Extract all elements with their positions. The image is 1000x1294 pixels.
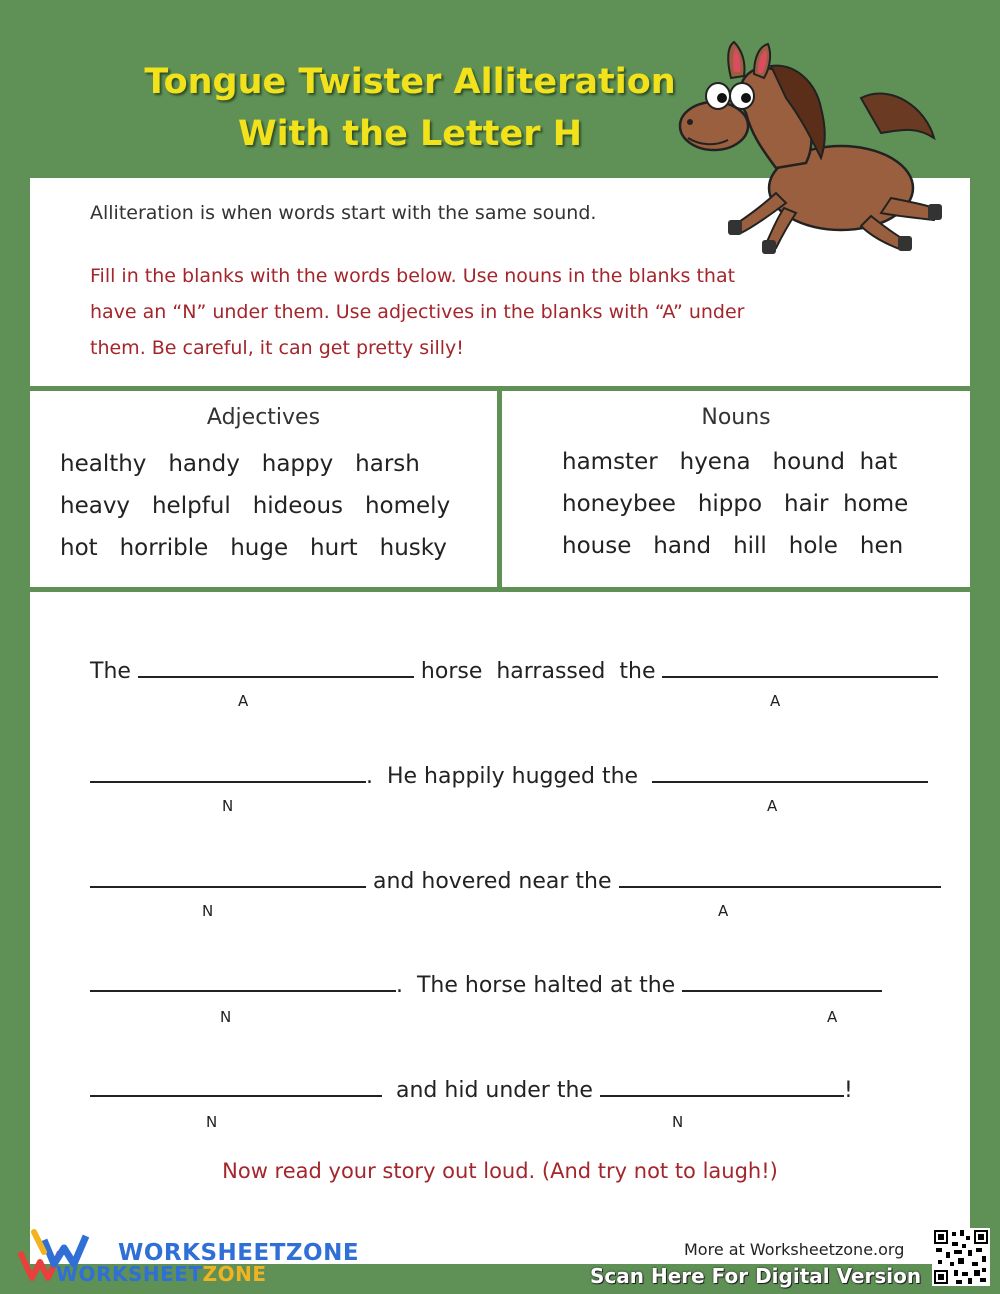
blank-type-label: N [206, 1113, 218, 1131]
story-line-4 [90, 970, 882, 998]
adjective-row: hot horrible huge hurt husky [60, 535, 447, 561]
noun-blank[interactable] [90, 970, 396, 992]
story-text: . The horse halted at the [396, 973, 676, 998]
logo-word-worksheet: WORKSHEET [56, 1262, 203, 1286]
story-text: The [90, 659, 131, 684]
story-text: ! [843, 1078, 853, 1103]
logo-text-secondary [56, 1262, 266, 1286]
story-line-3 [90, 866, 941, 894]
blank-type-label: N [222, 797, 234, 815]
blank-type-label: A [238, 692, 249, 710]
worksheet-title [80, 56, 740, 160]
story-text: and hovered near the [373, 869, 612, 894]
blank-type-label: A [770, 692, 781, 710]
noun-blank[interactable] [90, 1075, 382, 1097]
adjective-row: heavy helpful hideous homely [60, 493, 451, 519]
adjective-blank[interactable] [682, 970, 882, 992]
more-at-link[interactable]: More at Worksheetzone.org [684, 1240, 905, 1259]
noun-row: hamster hyena hound hat [562, 449, 898, 475]
adjectives-panel [30, 391, 497, 587]
title-line-1: Tongue Twister Alliteration [144, 62, 676, 102]
blank-type-label: N [220, 1008, 232, 1026]
adjectives-heading: Adjectives [206, 405, 321, 430]
story-line-2 [90, 761, 928, 789]
blank-type-label: A [718, 902, 729, 920]
noun-blank[interactable] [600, 1075, 844, 1097]
blank-type-label: A [767, 797, 778, 815]
scan-digital-version: Scan Here For Digital Version [590, 1264, 922, 1288]
story-line-1 [90, 656, 938, 684]
qr-code-icon[interactable] [932, 1228, 990, 1286]
worksheetzone-logo[interactable] [14, 1228, 374, 1288]
horse-illustration [676, 38, 946, 263]
alliteration-definition: Alliteration is when words start with the same sound. [90, 202, 597, 224]
adjective-blank[interactable] [138, 656, 414, 678]
instructions-text: Fill in the blanks with the words below. Use nouns in the blanks that have an “N” under them. Use adjectives in the blanks with “A” under them. Be careful, it can get pretty silly! [90, 265, 745, 359]
closing-instruction: Now read your story out loud. (And try not to laugh!) [222, 1159, 778, 1183]
noun-blank[interactable] [90, 866, 366, 888]
story-text: horse harrassed the [420, 659, 656, 684]
logo-word-zone: ZONE [202, 1262, 267, 1286]
noun-blank[interactable] [90, 761, 366, 783]
blank-type-label: N [672, 1113, 684, 1131]
story-text: . He happily hugged the [366, 764, 639, 789]
title-line-2: With the Letter H [238, 114, 582, 154]
noun-row: honeybee hippo hair home [562, 491, 909, 517]
story-panel [30, 592, 970, 1264]
nouns-heading: Nouns [701, 405, 771, 430]
adjective-row: healthy handy happy harsh [60, 451, 420, 477]
adjective-blank[interactable] [662, 656, 938, 678]
adjective-blank[interactable] [619, 866, 941, 888]
logo-text: WORKSHEETZONE [118, 1240, 360, 1266]
blank-type-label: A [827, 1008, 838, 1026]
blank-type-label: N [202, 902, 214, 920]
adjective-blank[interactable] [652, 761, 928, 783]
story-line-5 [90, 1075, 853, 1103]
noun-row: house hand hill hole hen [562, 533, 904, 559]
story-text: and hid under the [396, 1078, 593, 1103]
nouns-panel [502, 391, 970, 587]
